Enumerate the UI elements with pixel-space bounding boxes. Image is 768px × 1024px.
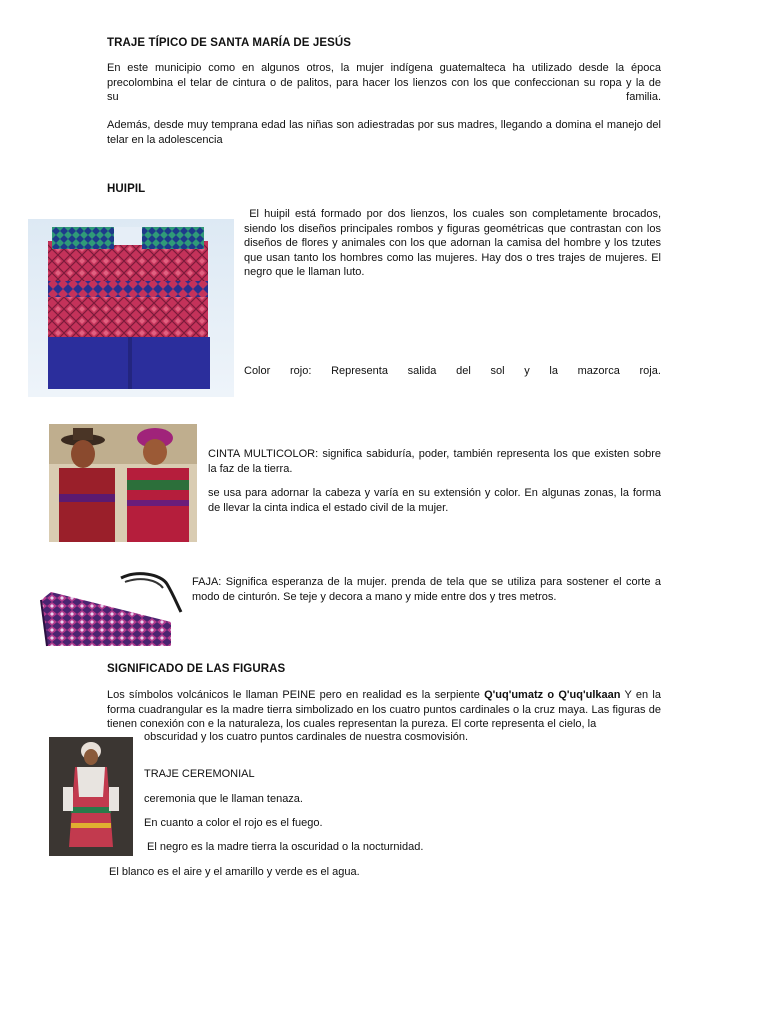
ceremonial-line-2: En cuanto a color el rojo es el fuego. xyxy=(144,817,323,829)
woven-belt-icon xyxy=(37,570,183,650)
intro-paragraph-2: Además, desde muy temprana edad las niñas son adiestradas por sus madres, llegando a domina el manejo del telar en la adolescencia xyxy=(107,119,661,146)
faja-description: FAJA: Significa esperanza de la mujer. prenda de tela que se utiliza para sostener el corte a modo de cinturón. Se teje y decora a mano y mide entre dos y tres metros. xyxy=(192,576,661,603)
ceremonial-line-1: ceremonia que le llaman tenaza. xyxy=(144,793,303,805)
figuras-paragraph: Los símbolos volcánicos le llaman PEINE pero en realidad es la serpiente Q'uq'umatz o Q'uq'ulkaan Y en la forma cuadrangular es la madre tierra simbolizado en los cuatro puntos cardinales o la cruz maya. Las figuras de tienen conexión con e la naturaleza, los cuales representan la pureza. El corte representa el cielo, la xyxy=(107,689,661,730)
cinta-paragraph-2: se usa para adornar la cabeza y varía en su extensión y color. En algunas zonas, la forma de llevar la cinta indica el estado civil de la mujer. xyxy=(208,487,661,514)
ceremonial-image xyxy=(49,737,133,856)
huipil-heading: HUIPIL xyxy=(107,183,146,195)
ceremonial-line-3: El negro es la madre tierra la oscuridad o la nocturnidad. xyxy=(147,841,424,853)
intro-paragraph-1 xyxy=(107,61,661,105)
cinta-paragraph-1: CINTA MULTICOLOR: significa sabiduría, poder, también representa los que existen sobre la faz de la tierra. xyxy=(208,448,661,475)
ceremonial-line-4: El blanco es el aire y el amarillo y verde es el agua. xyxy=(109,866,360,878)
faja-image xyxy=(37,570,183,650)
intro-line-1: En este municipio como en algunos otros, la mujer indígena guatemalteca ha utilizado desde la época xyxy=(107,62,661,74)
two-people-icon xyxy=(49,424,197,542)
huipil-description: El huipil está formado por dos lienzos, los cuales son completamente brocados, siendo los diseños principales rombos y figuras geométricas que contrastan con los diseños de flores y animales con los que adornan la camisa del hombre y los tzutes que usan tanto los hombres como las mujeres. Hay dos o tres trajes de mujeres. El negro que le llaman luto. xyxy=(244,208,662,278)
page-title: TRAJE TÍPICO DE SANTA MARÍA DE JESÚS xyxy=(107,37,352,49)
ceremonial-title: TRAJE CEREMONIAL xyxy=(144,768,255,780)
intro-line-2: precolombina el telar de cintura o de palitos, para hacer los lienzos con los que confeccionan su ropa y la de xyxy=(107,76,661,89)
serpent-name: Q'uq'umatz o Q'uq'ulkaan xyxy=(484,689,621,701)
intro-line-3: su familia. xyxy=(107,91,661,103)
huipil-garment-icon xyxy=(28,219,234,397)
figuras-heading: SIGNIFICADO DE LAS FIGURAS xyxy=(107,663,286,675)
huipil-color-line: Color rojo: Representa salida del sol y la mazorca roja. xyxy=(244,365,661,377)
cinta-photo-image xyxy=(49,424,197,542)
figuras-last-line: obscuridad y los cuatro puntos cardinales de nuestra cosmovisión. xyxy=(144,731,469,743)
huipil-image xyxy=(28,219,234,397)
ceremonial-woman-icon xyxy=(49,737,133,856)
